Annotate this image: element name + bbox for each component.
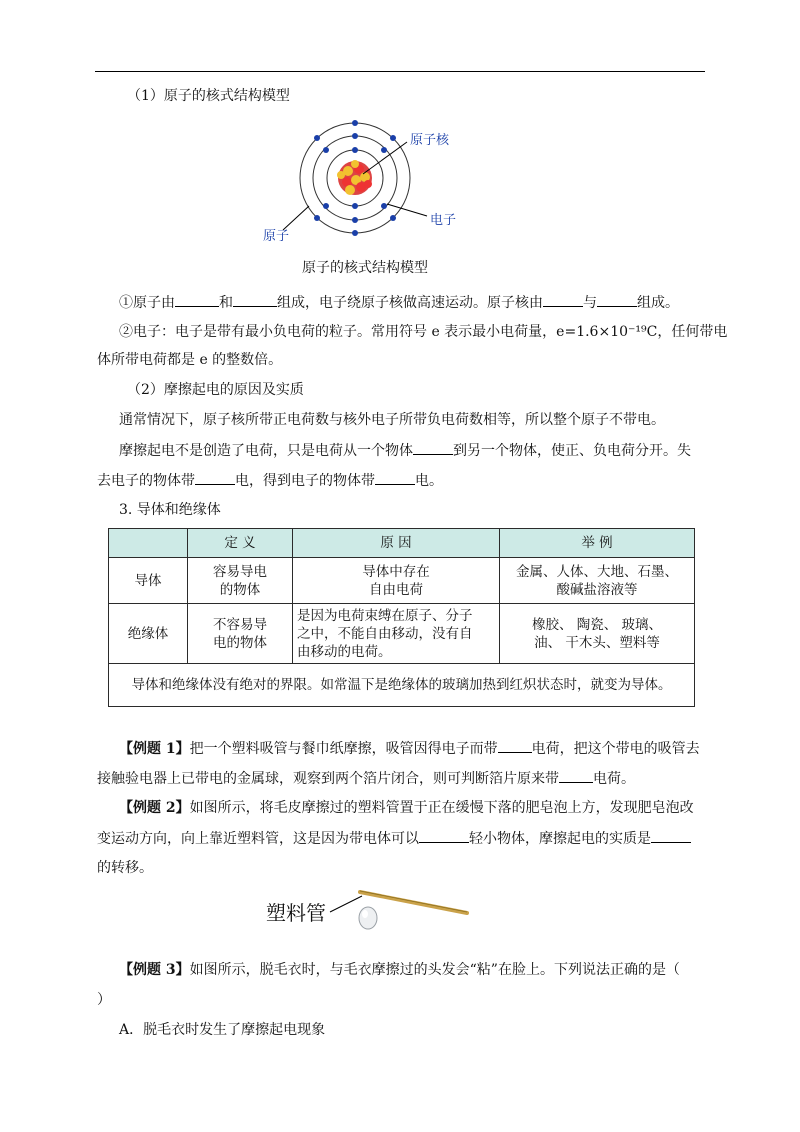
example-3-option-a[interactable]: A．脱毛衣时发生了摩擦起电现象 [119, 1022, 326, 1038]
example-3-line2: ） [97, 992, 111, 1008]
table-cell: 橡胶、 陶瓷、 玻璃、 油、 干木头、塑料等 [500, 604, 695, 664]
example-1-line1: 【例题 1】把一个塑料吸管与餐巾纸摩擦，吸管因得电子而带 电荷，把这个带电的吸管去 [119, 738, 700, 759]
label-nucleus: 原子核 [410, 133, 450, 148]
figure-caption: 原子的核式结构模型 [302, 260, 428, 276]
fill-blank[interactable] [498, 738, 532, 753]
tube-pointer [330, 896, 362, 912]
fill-blank[interactable] [419, 828, 469, 843]
table-header-cell: 原 因 [293, 529, 500, 558]
table-header-row [109, 529, 695, 558]
table-note: 导体和绝缘体没有绝对的界限。如常温下是绝缘体的玻璃加热到红炽状态时，就变为导体。 [109, 664, 695, 707]
paragraph-electron-line2: 体所带电荷都是 e 的整数倍。 [97, 352, 283, 368]
bubble-highlight [362, 910, 368, 918]
fill-blank[interactable] [233, 292, 277, 307]
plastic-tube [360, 892, 467, 913]
fill-blank[interactable] [413, 440, 453, 455]
plastic-tube-edge [360, 891, 467, 912]
example-tag: 【例题 3】 [119, 962, 190, 978]
paragraph-friction-line1: 摩擦起电不是创造了电荷，只是电荷从一个物体 到另一个物体，使正、负电荷分开。失 [119, 440, 691, 461]
example-1-line2: 接触验电器上已带电的金属球，观察到两个箔片闭合，则可判断箔片原来带 电荷。 [97, 768, 635, 789]
example-tag: 【例题 1】 [119, 741, 190, 757]
table-cell: 不容易导 电的物体 [188, 604, 293, 664]
table-cell: 绝缘体 [109, 604, 188, 664]
table-row [109, 604, 695, 664]
conductor-insulator-table [108, 528, 695, 707]
section-heading-1: （1）原子的核式结构模型 [127, 88, 290, 104]
table-row [109, 558, 695, 604]
table-cell: 金属、人体、大地、石墨、 酸碱盐溶液等 [500, 558, 695, 604]
example-tag: 【例题 2】 [119, 800, 190, 816]
header-rule [95, 71, 705, 72]
fill-blank[interactable] [543, 292, 583, 307]
atom-pointer [283, 206, 309, 230]
paragraph-friction-line2: 去电子的物体带 电，得到电子的物体带 电。 [97, 470, 443, 491]
electron-pointer [387, 204, 427, 216]
fill-blank[interactable] [651, 828, 691, 843]
example-2-line3: 的转移。 [97, 860, 153, 876]
example-2-line2: 变运动方向，向上靠近塑料管，这是因为带电体可以 轻小物体，摩擦起电的实质是 [97, 828, 691, 849]
fill-blank[interactable] [559, 768, 593, 783]
fill-blank[interactable] [175, 292, 219, 307]
paragraph-neutral-atom: 通常情况下，原子核所带正电荷数与核外电子所带负电荷数相等，所以整个原子不带电。 [119, 412, 665, 428]
table-cell: 导体中存在 自由电荷 [293, 558, 500, 604]
fill-blank[interactable] [375, 470, 415, 485]
nucleus [337, 160, 372, 195]
nucleus-pointer [363, 142, 407, 174]
example-3-line1: 【例题 3】如图所示，脱毛衣时，与毛衣摩擦过的头发会“粘”在脸上。下列说法正确的是（ [119, 962, 680, 978]
table-header-cell: 定 义 [188, 529, 293, 558]
atom-model-figure [255, 112, 495, 272]
label-plastic-tube: 塑料管 [266, 901, 326, 925]
section-heading-2: （2）摩擦起电的原因及实质 [127, 382, 304, 398]
plastic-tube-figure [262, 882, 477, 938]
soap-bubble [359, 907, 377, 929]
label-electron: 电子 [430, 213, 457, 228]
table-cell: 是因为电荷束缚在原子、分子 之中，不能自由移动，没有自 由移动的电荷。 [293, 604, 500, 664]
table-cell: 导体 [109, 558, 188, 604]
section-heading-3: 3. 导体和绝缘体 [119, 502, 221, 518]
table-header-cell: 举 例 [500, 529, 695, 558]
table-row [109, 664, 695, 707]
label-atom: 原子 [263, 229, 290, 244]
paragraph-atom-composition: ①原子由 和 组成，电子绕原子核做高速运动。原子核由 与 组成。 [119, 292, 679, 313]
table-header-empty [109, 529, 188, 558]
paragraph-electron-line1: ②电子：电子是带有最小负电荷的粒子。常用符号 e 表示最小电荷量，e=1.6×10⁻¹⁹C，任何带电 [119, 324, 728, 340]
fill-blank[interactable] [195, 470, 235, 485]
example-2-line1: 【例题 2】如图所示，将毛皮摩擦过的塑料管置于正在缓慢下落的肥皂泡上方，发现肥皂泡改 [119, 800, 694, 816]
table-cell: 容易导电 的物体 [188, 558, 293, 604]
fill-blank[interactable] [597, 292, 637, 307]
